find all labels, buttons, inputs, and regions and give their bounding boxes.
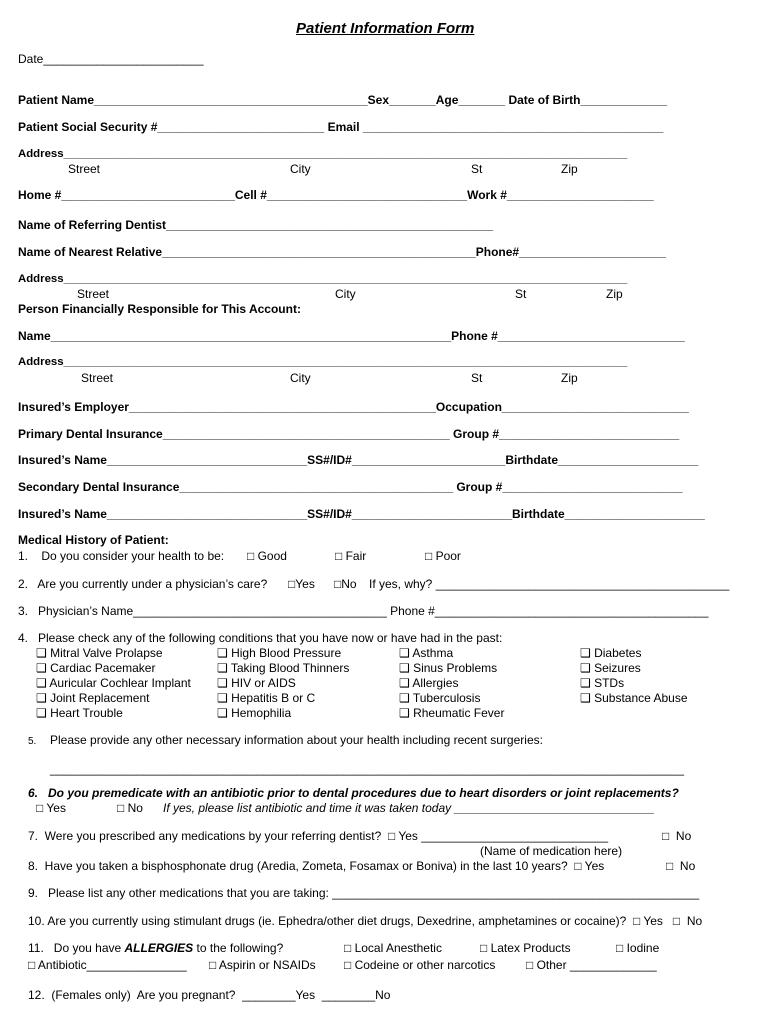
address-field-1[interactable]: Address_________________________________________________________________________________________ — [18, 148, 628, 160]
premedicate-no-checkbox[interactable]: □ No — [117, 801, 143, 815]
question-11-lead: 11. Do you have — [28, 941, 125, 955]
bisphosphonate-no-checkbox[interactable]: □ No — [666, 859, 696, 873]
question-9[interactable]: 9. Please list any other medications that you are taking: _______________________________________________________ — [28, 886, 700, 900]
allergies-emphasis: ALLERGIES — [124, 941, 194, 955]
referring-meds-no-checkbox[interactable]: □ No — [662, 829, 692, 843]
nearest-relative-row[interactable]: Name of Nearest Relative_______________________________________________Phone#______________________ — [18, 245, 666, 259]
address-2-st-label: St — [515, 287, 527, 301]
address-field-2[interactable]: Address_________________________________________________________________________________________ — [18, 273, 628, 285]
address-1-street-label: Street — [68, 162, 101, 176]
physician-care-yes-checkbox[interactable]: □Yes — [288, 577, 315, 591]
question-10[interactable]: 10. Are you currently using stimulant drugs (ie. Ephedra/other diet drugs, Dexedrine, amphetamines or cocaine)? □ Yes □ No — [28, 914, 703, 928]
conditions-column-1 — [36, 646, 191, 721]
condition-checkbox[interactable]: ❑ Diabetes — [580, 646, 642, 660]
date-field[interactable]: Date________________________ — [18, 52, 204, 66]
responsible-party-heading: Person Financially Responsible for This Account: — [18, 302, 301, 316]
question-5-number: 5. — [28, 736, 37, 747]
address-3-zip-label: Zip — [561, 371, 578, 385]
address-3-street-label: Street — [81, 371, 114, 385]
physician-care-no-checkbox[interactable]: □No — [334, 577, 357, 591]
medication-name-hint: (Name of medication here) — [480, 844, 623, 858]
medical-history-heading: Medical History of Patient: — [18, 533, 169, 547]
address-2-city-label: City — [335, 287, 356, 301]
question-11-tail: to the following? — [193, 941, 284, 955]
responsible-name-row[interactable]: Name____________________________________________________________Phone #____________________________ — [18, 329, 685, 343]
insured-name-row-1[interactable]: Insured’s Name______________________________SS#/ID#_______________________Birthdate_____________________ — [18, 453, 699, 467]
premedicate-antibiotic-field[interactable]: If yes, please list antibiotic and time it was taken today ______________________________ — [163, 801, 655, 815]
condition-checkbox[interactable]: ❑ Sinus Problems — [399, 661, 498, 675]
condition-checkbox[interactable]: ❑ High Blood Pressure — [217, 646, 342, 660]
phone-numbers-row[interactable]: Home #__________________________Cell #______________________________Work #______________________ — [18, 188, 654, 202]
allergy-aspirin-checkbox[interactable]: □ Aspirin or NSAIDs — [209, 958, 316, 972]
address-1-zip-label: Zip — [561, 162, 578, 176]
health-poor-checkbox[interactable]: □ Poor — [425, 549, 461, 563]
allergy-other-checkbox[interactable]: □ Other _____________ — [526, 958, 657, 972]
allergy-local-anesthetic-checkbox[interactable]: □ Local Anesthetic — [344, 941, 442, 955]
condition-checkbox[interactable]: ❑ Seizures — [580, 661, 641, 675]
condition-checkbox[interactable]: ❑ Heart Trouble — [36, 706, 123, 720]
condition-checkbox[interactable]: ❑ Tuberculosis — [399, 691, 481, 705]
premedicate-yes-checkbox[interactable]: □ Yes — [36, 801, 66, 815]
allergy-latex-checkbox[interactable]: □ Latex Products — [480, 941, 571, 955]
conditions-column-4 — [580, 646, 688, 706]
address-3-city-label: City — [290, 371, 311, 385]
question-6: 6. Do you premedicate with an antibiotic prior to dental procedures due to heart disorders or joint replacements? — [28, 786, 679, 800]
condition-checkbox[interactable]: ❑ Taking Blood Thinners — [217, 661, 350, 675]
ssn-email-row[interactable]: Patient Social Security #_________________________ Email _____________________________________________ — [18, 120, 664, 134]
referring-dentist-field[interactable]: Name of Referring Dentist_________________________________________________ — [18, 218, 494, 232]
insured-name-row-2[interactable]: Insured’s Name______________________________SS#/ID#________________________Birthdate_____________________ — [18, 507, 705, 521]
question-5-answer-line[interactable]: _______________________________________________________________________________________________ — [50, 762, 685, 776]
address-3-st-label: St — [471, 371, 483, 385]
conditions-column-3 — [399, 646, 504, 721]
question-12[interactable]: 12. (Females only) Are you pregnant? ________Yes ________No — [28, 988, 391, 1002]
condition-checkbox[interactable]: ❑ Mitral Valve Prolapse — [36, 646, 163, 660]
condition-checkbox[interactable]: ❑ Rheumatic Fever — [399, 706, 505, 720]
address-2-street-label: Street — [77, 287, 110, 301]
physician-care-why-field[interactable]: If yes, why? ____________________________________________ — [369, 577, 730, 591]
question-7[interactable]: 7. Were you prescribed any medications by your referring dentist? □ Yes ____________________________ — [28, 829, 609, 843]
allergy-antibiotic-checkbox[interactable]: □ Antibiotic_______________ — [28, 958, 187, 972]
question-3-physician[interactable]: 3. Physician’s Name______________________________________ Phone #_________________________________________ — [18, 604, 709, 618]
condition-checkbox[interactable]: ❑ HIV or AIDS — [217, 676, 296, 690]
question-11 — [28, 941, 283, 955]
condition-checkbox[interactable]: ❑ STDs — [580, 676, 625, 690]
address-field-3[interactable]: Address_________________________________________________________________________________________ — [18, 356, 628, 368]
patient-name-row[interactable]: Patient Name_________________________________________Sex_______Age_______ Date of Birth_____________ — [18, 93, 668, 107]
employer-row[interactable]: Insured’s Employer______________________________________________Occupation____________________________ — [18, 400, 689, 414]
question-1: 1. Do you consider your health to be: — [18, 549, 225, 563]
condition-checkbox[interactable]: ❑ Hemophilia — [217, 706, 292, 720]
condition-checkbox[interactable]: ❑ Hepatitis B or C — [217, 691, 316, 705]
health-fair-checkbox[interactable]: □ Fair — [335, 549, 367, 563]
conditions-column-2 — [217, 646, 349, 721]
page-title: Patient Information Form — [296, 20, 475, 37]
question-2: 2. Are you currently under a physician’s care? — [18, 577, 268, 591]
allergy-codeine-checkbox[interactable]: □ Codeine or other narcotics — [344, 958, 496, 972]
condition-checkbox[interactable]: ❑ Cardiac Pacemaker — [36, 661, 156, 675]
condition-checkbox[interactable]: ❑ Joint Replacement — [36, 691, 150, 705]
condition-checkbox[interactable]: ❑ Substance Abuse — [580, 691, 688, 705]
address-1-city-label: City — [290, 162, 311, 176]
secondary-insurance-row[interactable]: Secondary Dental Insurance_________________________________________ Group #___________________________ — [18, 480, 683, 494]
question-4: 4. Please check any of the following conditions that you have now or have had in the past: — [18, 631, 503, 645]
condition-checkbox[interactable]: ❑ Asthma — [399, 646, 454, 660]
health-good-checkbox[interactable]: □ Good — [247, 549, 287, 563]
primary-insurance-row[interactable]: Primary Dental Insurance___________________________________________ Group #___________________________ — [18, 427, 680, 441]
condition-checkbox[interactable]: ❑ Auricular Cochlear Implant — [36, 676, 191, 690]
question-5: Please provide any other necessary information about your health including recent surgeries: — [50, 733, 543, 747]
allergy-iodine-checkbox[interactable]: □ Iodine — [616, 941, 660, 955]
condition-checkbox[interactable]: ❑ Allergies — [399, 676, 459, 690]
address-2-zip-label: Zip — [606, 287, 623, 301]
question-8[interactable]: 8. Have you taken a bisphosphonate drug (Aredia, Zometa, Fosamax or Boniva) in the last 10 years? □ Yes — [28, 859, 605, 873]
address-1-st-label: St — [471, 162, 483, 176]
